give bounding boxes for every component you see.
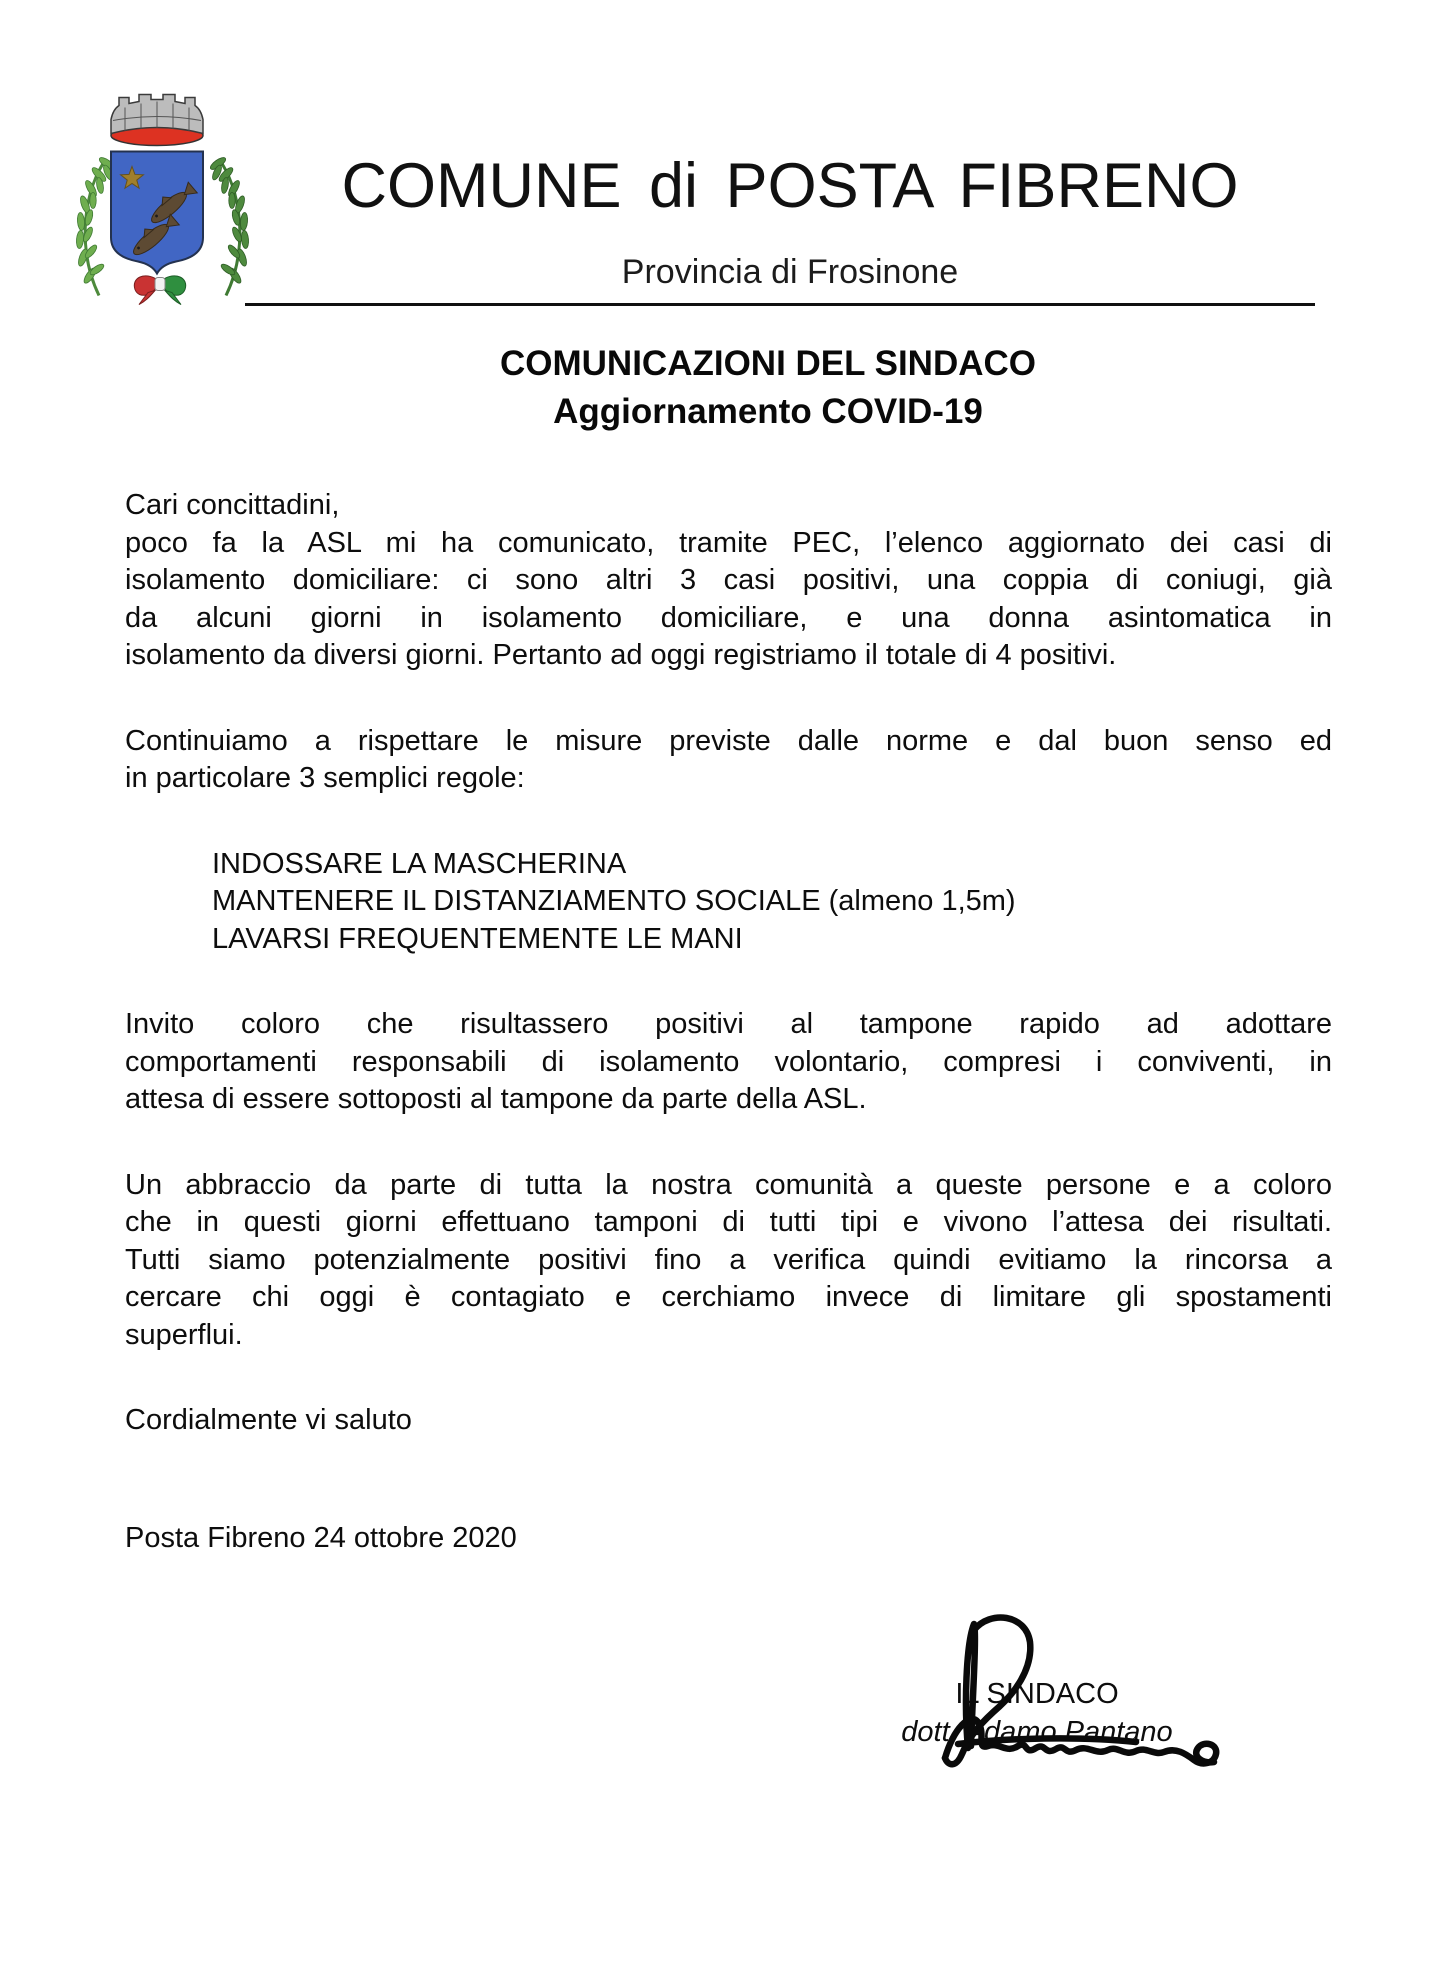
subject-heading [128, 340, 1408, 436]
subject-line-1: COMUNICAZIONI DEL SINDACO [499, 344, 1037, 383]
body-line: comportamenti responsabili di isolamento volontario, compresi i conviventi, in [125, 1045, 1332, 1078]
province-subtitle: Provincia di Frosinone [621, 253, 959, 291]
dateline: Posta Fibreno 24 ottobre 2020 [125, 1521, 517, 1554]
header-divider [245, 303, 1315, 306]
body-line: superflui. [125, 1318, 243, 1351]
paragraph-invito [125, 1006, 1332, 1119]
body-line: attesa di essere sottoposti al tampone da parte della ASL. [125, 1083, 867, 1115]
letterhead [250, 152, 1330, 292]
body-line: isolamento domiciliare: ci sono altri 3 casi positivi, una coppia di coniugi, già [125, 564, 1332, 596]
body-line: poco fa la ASL mi ha comunicato, tramite PEC, l’elenco aggiornato dei casi di [125, 526, 1332, 559]
subject-line-2: Aggiornamento COVID-19 [553, 392, 983, 431]
tricolor-ribbon-icon [134, 276, 185, 305]
oak-branch-right [209, 155, 250, 295]
mural-crown-icon [111, 95, 203, 146]
body-line: in particolare 3 semplici regole: [125, 762, 525, 794]
closing-salutation: Cordialmente vi saluto [125, 1404, 412, 1436]
rule-item: MANTENERE IL DISTANZIAMENTO SOCIALE (almeno 1,5m) [212, 885, 1016, 917]
body-line: isolamento da diversi giorni. Pertanto ad oggi registriamo il totale di 4 positivi. [125, 639, 1117, 671]
commune-title: COMUNE di POSTA FIBRENO [341, 151, 1239, 221]
body-line: Tutti siamo potenzialmente positivi fino a verifica quindi evitiamo la rincorsa a [125, 1243, 1332, 1276]
signer-role: IL SINDACO [955, 1678, 1119, 1710]
rule-item: LAVARSI FREQUENTEMENTE LE MANI [212, 922, 743, 955]
body-line: Un abbraccio da parte di tutta la nostra comunità a queste persone e a coloro [125, 1168, 1332, 1201]
signature-block [837, 1676, 1237, 1751]
paragraph-intro [125, 487, 1332, 675]
rules-list [125, 846, 1332, 959]
letter-body [125, 487, 1332, 1557]
body-line: da alcuni giorni in isolamento domiciliare, e una donna asintomatica in [125, 601, 1332, 634]
paragraph-rules-intro [125, 723, 1332, 798]
body-line: cercare chi oggi è contagiato e cerchiamo invece di limitare gli spostamenti [125, 1281, 1332, 1313]
body-line: che in questi giorni effettuano tamponi di tutti tipi e vivono l’attesa dei risultati. [125, 1206, 1332, 1238]
body-line: Cari concittadini, [125, 489, 340, 521]
municipal-coat-of-arms-icon [75, 88, 250, 306]
paragraph-abbraccio [125, 1167, 1332, 1355]
body-line: Invito coloro che risultassero positivi al tampone rapido ad adottare [125, 1008, 1332, 1040]
body-line: Continuiamo a rispettare le misure previste dalle norme e dal buon senso ed [125, 724, 1332, 757]
signer-name: dott. Adamo Pantano [901, 1715, 1173, 1748]
rule-item: INDOSSARE LA MASCHERINA [212, 847, 627, 880]
